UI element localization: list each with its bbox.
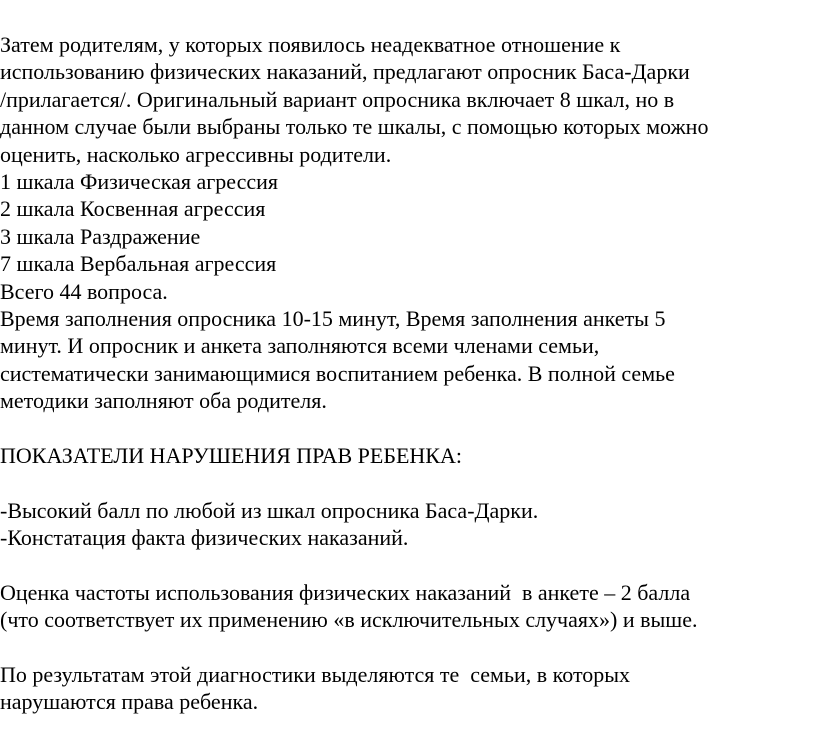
- scale-item: 3 шкала Раздражение: [0, 223, 201, 249]
- intro-paragraph: [0, 31, 816, 168]
- indicator-item: -Констатация факта физических наказаний.: [0, 525, 409, 551]
- text-line: данном случае были выбраны только те шкалы, с помощью которых можно: [0, 114, 709, 140]
- paragraph-gap: [0, 551, 816, 578]
- text-line: минут. И опросник и анкета заполняются всеми членами семьи,: [0, 333, 600, 359]
- text-line: систематически занимающимися воспитанием ребенка. В полной семье: [0, 360, 675, 386]
- paragraph-gap: [0, 634, 816, 661]
- scale-item: 2 шкала Косвенная агрессия: [0, 196, 266, 222]
- text-line: По результатам этой диагностики выделяются те семьи, в которых: [0, 661, 631, 687]
- text-line: нарушаются права ребенка.: [0, 689, 259, 715]
- indicator-item: -Высокий балл по любой из шкал опросника Баса-Дарки.: [0, 497, 539, 523]
- text-line: использованию физических наказаний, предлагают опросник Баса-Дарки: [0, 59, 690, 85]
- text-line: оценить, насколько агрессивны родители.: [0, 141, 392, 167]
- paragraph-gap: [0, 414, 816, 441]
- text-line: (что соответствует их применению «в исключительных случаях») и выше.: [0, 607, 698, 633]
- scale-item: 1 шкала Физическая агрессия: [0, 168, 279, 194]
- total-questions: Всего 44 вопроса.: [0, 278, 168, 304]
- text-line: Оценка частоты использования физических наказаний в анкете – 2 балла: [0, 579, 691, 605]
- document-body: [0, 31, 816, 716]
- text-line: методики заполняют оба родителя.: [0, 388, 327, 414]
- text-line: Время заполнения опросника 10-15 минут, Время заполнения анкеты 5: [0, 305, 666, 331]
- conclusion-paragraph: [0, 661, 816, 716]
- section-heading: ПОКАЗАТЕЛИ НАРУШЕНИЯ ПРАВ РЕБЕНКА:: [0, 442, 462, 468]
- scale-item: 7 шкала Вербальная агрессия: [0, 251, 277, 277]
- text-line: Затем родителям, у которых появилось неадекватное отношение к: [0, 32, 621, 57]
- scales-list: [0, 168, 816, 278]
- indicators-list: [0, 497, 816, 552]
- time-paragraph: [0, 305, 816, 415]
- frequency-paragraph: [0, 579, 816, 634]
- text-line: /прилагается/. Оригинальный вариант опросника включает 8 шкал, но в: [0, 86, 675, 112]
- paragraph-gap: [0, 469, 816, 496]
